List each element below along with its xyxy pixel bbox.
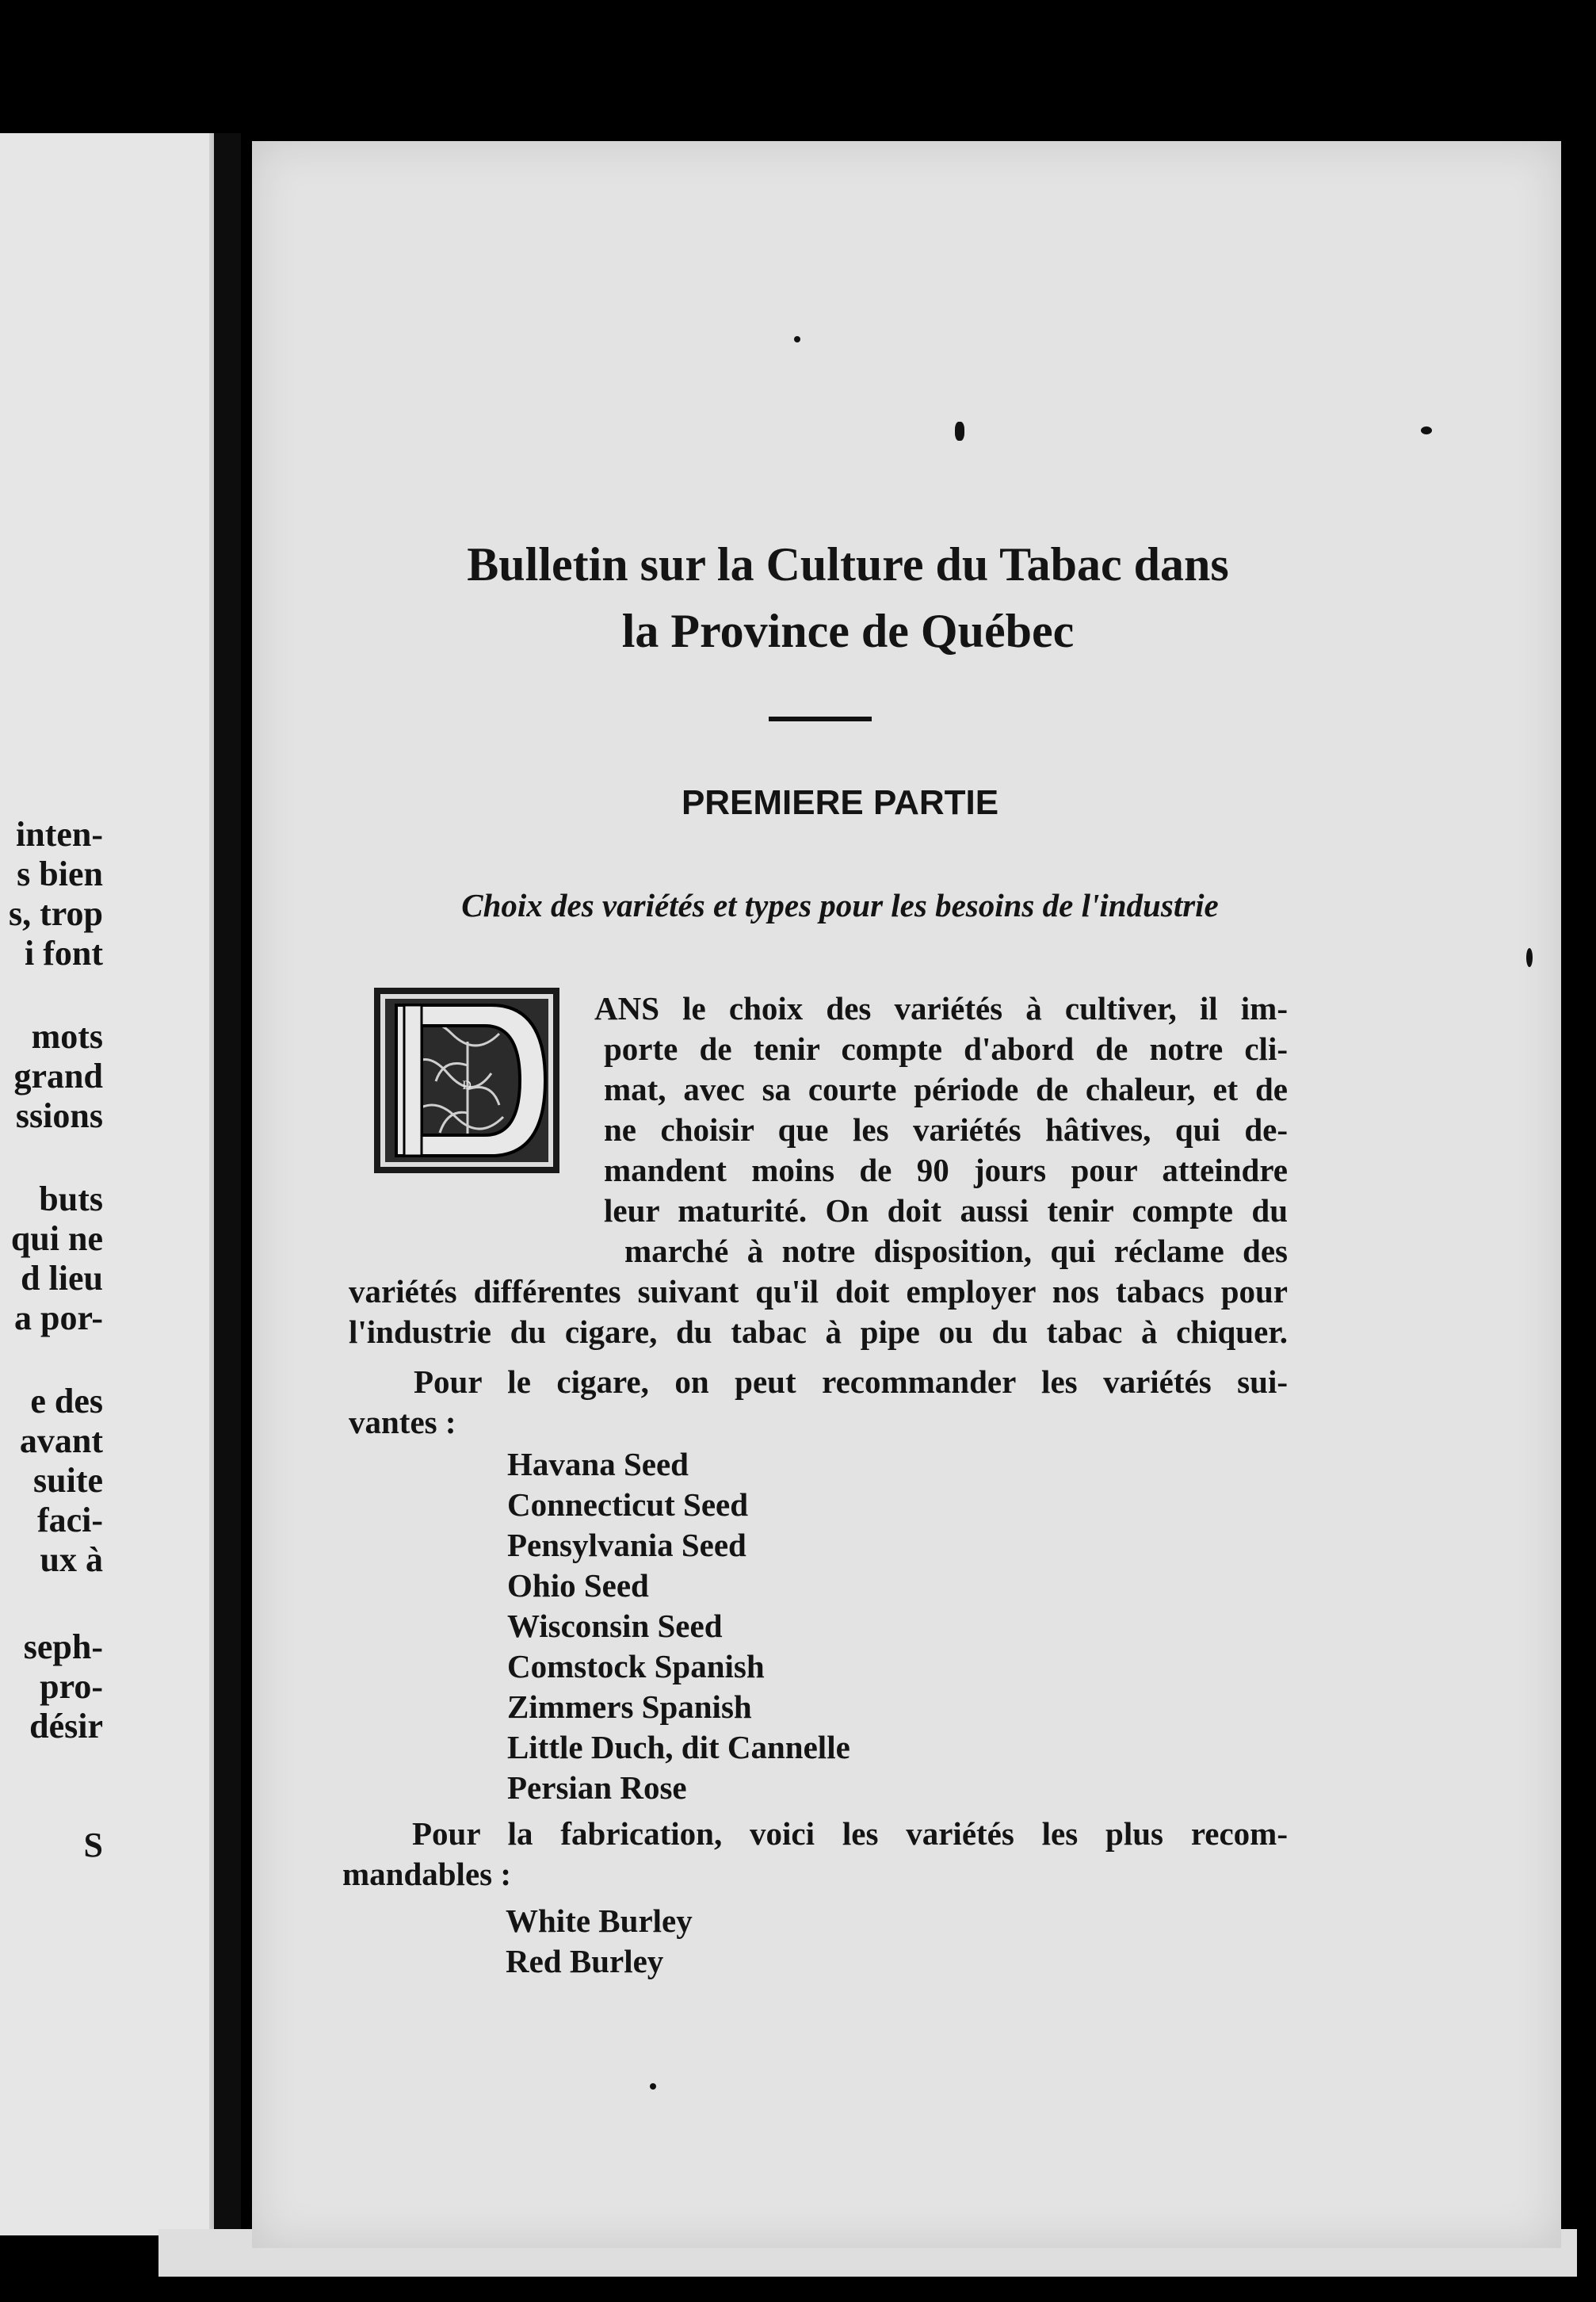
paragraph-line: l'industrie du cigare, du tabac à pipe ou du tabac à chiquer. bbox=[349, 1314, 1288, 1350]
paragraph-line: mat, avec sa courte période de chaleur, et de bbox=[604, 1071, 1288, 1107]
left-line: faci- bbox=[36, 1501, 103, 1539]
speck bbox=[794, 336, 800, 342]
left-line: e des bbox=[30, 1382, 103, 1421]
left-line: seph- bbox=[23, 1627, 103, 1666]
left-line: grand bbox=[13, 1057, 103, 1096]
left-line: d lieu bbox=[21, 1259, 103, 1298]
variety-list-item: Ohio Seed bbox=[507, 1567, 649, 1604]
variety-list-item: Persian Rose bbox=[507, 1769, 687, 1806]
left-line: buts bbox=[39, 1180, 103, 1218]
variety-list-item: Zimmers Spanish bbox=[507, 1688, 752, 1725]
paragraph-line: leur maturité. On doit aussi tenir compte du bbox=[604, 1192, 1288, 1229]
paragraph-line: marché à notre disposition, qui réclame des bbox=[624, 1233, 1288, 1269]
title-rule bbox=[769, 717, 872, 721]
section-subtitle: Choix des variétés et types pour les besoins de l'industrie bbox=[461, 887, 1219, 923]
speck bbox=[650, 2083, 656, 2090]
page-title-line-1: Bulletin sur la Culture du Tabac dans bbox=[467, 538, 1229, 591]
left-line: mots bbox=[31, 1017, 103, 1056]
speck bbox=[1526, 948, 1533, 967]
paragraph-line: ANS le choix des variétés à cultiver, il im- bbox=[594, 990, 1288, 1027]
paragraph-line: mandent moins de 90 jours pour atteindre bbox=[604, 1152, 1288, 1188]
variety-list-item: Havana Seed bbox=[507, 1446, 689, 1482]
paragraph-line: Pour la fabrication, voici les variétés les plus recom- bbox=[412, 1815, 1288, 1852]
variety-list-item: Little Duch, dit Cannelle bbox=[507, 1729, 850, 1765]
part-heading: PREMIERE PARTIE bbox=[681, 783, 999, 822]
book-spine bbox=[214, 133, 241, 2235]
paragraph-line: ne choisir que les variétés hâtives, qui de- bbox=[604, 1111, 1288, 1148]
variety-list-item: White Burley bbox=[506, 1902, 693, 1939]
variety-list-item: Pensylvania Seed bbox=[507, 1527, 746, 1563]
left-line: S bbox=[83, 1826, 103, 1864]
left-line: ssions bbox=[15, 1096, 103, 1135]
paragraph-line: vantes : bbox=[349, 1404, 456, 1440]
left-line: s, trop bbox=[9, 894, 103, 933]
variety-list-item: Connecticut Seed bbox=[507, 1486, 749, 1523]
left-line: désir bbox=[29, 1707, 103, 1746]
left-line: avant bbox=[19, 1421, 103, 1460]
left-line: i font bbox=[25, 934, 103, 973]
paragraph-line: variétés différentes suivant qu'il doit employer nos tabacs pour bbox=[349, 1273, 1288, 1310]
left-line: qui ne bbox=[10, 1219, 103, 1258]
left-line: s bien bbox=[17, 855, 103, 893]
dropcap-letter: D bbox=[462, 1079, 472, 1092]
left-line: pro- bbox=[40, 1667, 103, 1706]
variety-list-item: Comstock Spanish bbox=[507, 1648, 765, 1684]
page-title-line-2: la Province de Québec bbox=[621, 605, 1075, 657]
left-line: a por- bbox=[13, 1298, 103, 1337]
paragraph-line: Pour le cigare, on peut recommander les variétés sui- bbox=[414, 1363, 1288, 1400]
decorated-initial-d bbox=[372, 986, 561, 1175]
left-line: suite bbox=[33, 1461, 103, 1500]
paragraph-line: porte de tenir compte d'abord de notre cli- bbox=[604, 1031, 1288, 1067]
left-page-fragment bbox=[0, 133, 230, 2235]
variety-list-item: Red Burley bbox=[506, 1943, 664, 1979]
left-line: inten- bbox=[16, 815, 103, 854]
speck bbox=[1421, 426, 1432, 434]
paragraph-line: mandables : bbox=[342, 1856, 512, 1892]
variety-list-item: Wisconsin Seed bbox=[507, 1608, 723, 1644]
left-line: ux à bbox=[40, 1540, 103, 1579]
speck bbox=[955, 422, 964, 441]
